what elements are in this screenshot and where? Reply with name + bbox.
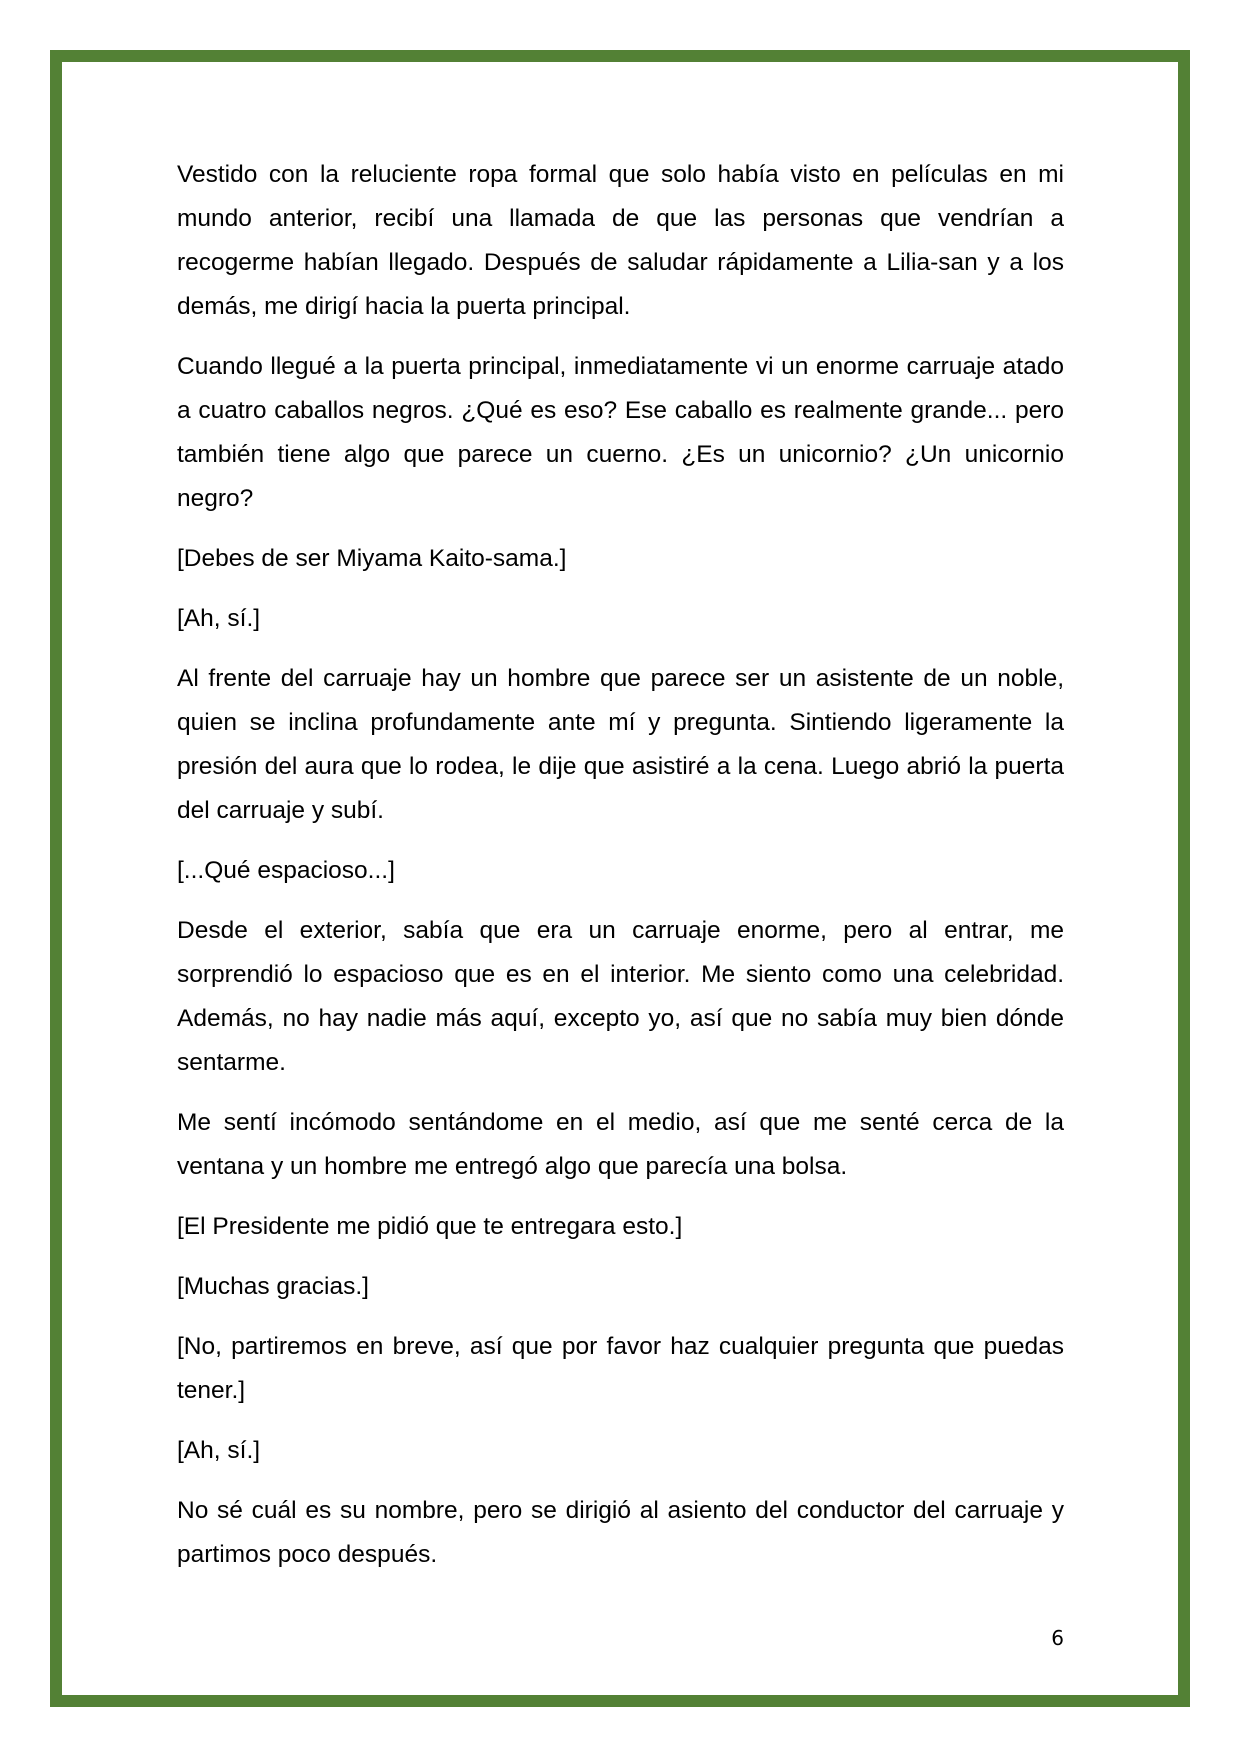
dialogue-line: [Ah, sí.]	[177, 1437, 261, 1464]
paragraph: Desde el exterior, sabía que era un carruaje enorme, pero al entrar, me sorprendió lo espacioso que es en el interior. Me siento como una celebridad. Además, no hay nadie más aquí, excepto yo, así que no sabía muy bien dónde sentarme.	[177, 917, 1064, 1076]
page-number: 6	[1051, 1626, 1064, 1650]
document-body	[177, 153, 1064, 1593]
dialogue-line: [Debes de ser Miyama Kaito-sama.]	[177, 545, 567, 572]
dialogue-line: [Ah, sí.]	[177, 605, 261, 632]
dialogue-line: [...Qué espacioso...]	[177, 857, 395, 884]
paragraph: Vestido con la reluciente ropa formal que solo había visto en películas en mi mundo anterior, recibí una llamada de que las personas que vendrían a recogerme habían llegado. Después de saludar rápidamente a Lilia-san y a los demás, me dirigí hacia la puerta principal.	[177, 161, 1064, 320]
paragraph: No sé cuál es su nombre, pero se dirigió al asiento del conductor del carruaje y partimos poco después.	[177, 1497, 1064, 1568]
paragraph: Cuando llegué a la puerta principal, inmediatamente vi un enorme carruaje atado a cuatro caballos negros. ¿Qué es eso? Ese caballo es realmente grande... pero también tiene algo que parece un cuerno. ¿Es un unicornio? ¿Un unicornio negro?	[177, 353, 1064, 512]
paragraph: Me sentí incómodo sentándome en el medio, así que me senté cerca de la ventana y un hombre me entregó algo que parecía una bolsa.	[177, 1109, 1064, 1180]
dialogue-line: [Muchas gracias.]	[177, 1273, 369, 1300]
dialogue-line: [No, partiremos en breve, así que por favor haz cualquier pregunta que puedas tener.]	[177, 1333, 1064, 1404]
paragraph: Al frente del carruaje hay un hombre que parece ser un asistente de un noble, quien se inclina profundamente ante mí y pregunta. Sintiendo ligeramente la presión del aura que lo rodea, le dije que asistiré a la cena. Luego abrió la puerta del carruaje y subí.	[177, 665, 1064, 824]
dialogue-line: [El Presidente me pidió que te entregara esto.]	[177, 1213, 683, 1240]
